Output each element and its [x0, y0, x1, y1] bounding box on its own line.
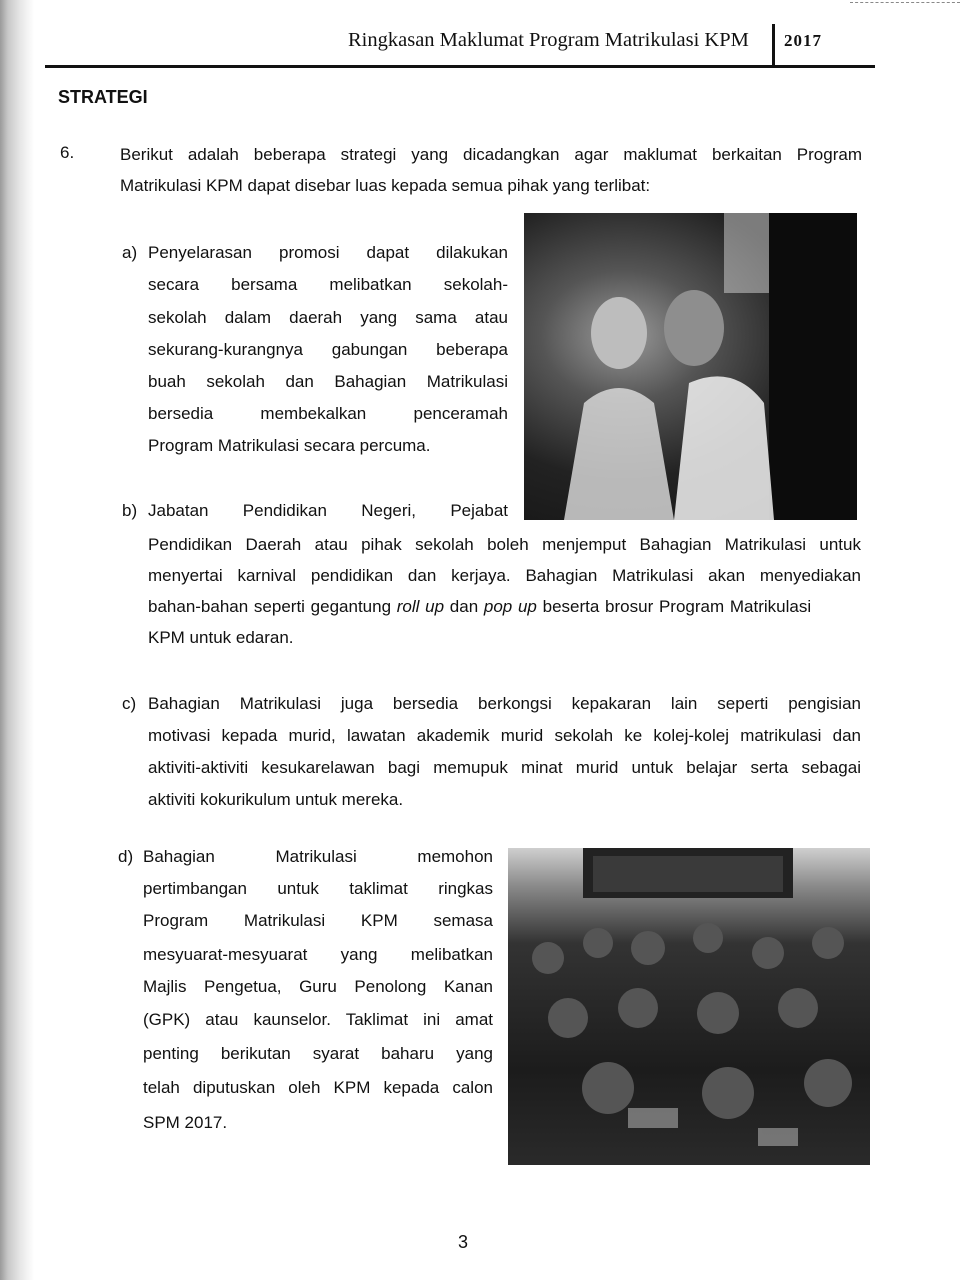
item-label-b: b)	[122, 501, 138, 520]
item-a-line: sekolah dalam daerah yang sama atau	[148, 308, 508, 327]
item-a-line: sekurang-kurangnya gabungan beberapa	[148, 340, 508, 359]
item-b-line: Jabatan Pendidikan Negeri, Pejabat	[148, 501, 508, 520]
page-number: 3	[458, 1232, 469, 1252]
item-d-line: Program Matrikulasi KPM semasa	[143, 911, 493, 930]
scan-artifact	[850, 2, 960, 4]
item-a-line: buah sekolah dan Bahagian Matrikulasi	[148, 372, 508, 391]
item-c-line: aktiviti kokurikulum untuk mereka.	[148, 790, 404, 809]
item-d-line: Bahagian Matrikulasi memohon	[143, 847, 493, 866]
item-d-line: Majlis Pengetua, Guru Penolong Kanan	[143, 977, 493, 996]
item-b-line: Pendidikan Daerah atau pihak sekolah boleh menjemput Bahagian Matrikulasi untuk	[148, 535, 861, 554]
item-c-line: Bahagian Matrikulasi juga bersedia berkongsi kepakaran lain seperti pengisian	[148, 694, 861, 713]
item-c-line: motivasi kepada murid, lawatan akademik murid sekolah ke kolej-kolej matrikulasi dan	[148, 726, 861, 745]
item-a-line: Penyelarasan promosi dapat dilakukan	[148, 243, 508, 262]
item-d-line: penting berikutan syarat baharu yang	[143, 1044, 493, 1063]
item-d-line: SPM 2017.	[143, 1113, 228, 1132]
photo-promotion-talk	[524, 213, 857, 520]
item-d-line: mesyuarat-mesyuarat yang melibatkan	[143, 945, 493, 964]
item-b-line	[148, 597, 811, 617]
text: beserta brosur Program Matrikulasi	[536, 597, 812, 616]
intro-line: Berikut adalah beberapa strategi yang dicadangkan agar maklumat berkaitan Program	[120, 145, 862, 164]
item-b-line: menyertai karnival pendidikan dan kerjaya. Bahagian Matrikulasi akan menyediakan	[148, 566, 861, 585]
item-b-line: KPM untuk edaran.	[148, 628, 294, 647]
item-a-line: bersedia membekalkan penceramah	[148, 404, 508, 423]
item-label-c: c)	[122, 694, 137, 713]
item-a-line: Program Matrikulasi secara percuma.	[148, 436, 431, 455]
item-a-line: secara bersama melibatkan sekolah-	[148, 275, 508, 294]
running-header-title: Ringkasan Maklumat Program Matrikulasi KPM	[348, 29, 749, 51]
item-c-line: aktiviti-aktiviti kesukarelawan bagi memupuk minat murid untuk belajar serta sebagai	[148, 758, 861, 777]
header-divider	[772, 24, 775, 68]
item-d-line: (GPK) atau kaunselor. Taklimat ini amat	[143, 1010, 493, 1029]
text: dan	[444, 597, 484, 616]
section-heading: STRATEGI	[58, 87, 148, 107]
term-roll-up: roll up	[396, 597, 445, 616]
term-pop-up: pop up	[483, 597, 537, 616]
header-rule	[45, 65, 875, 68]
item-label-a: a)	[122, 243, 138, 262]
item-d-line: pertimbangan untuk taklimat ringkas	[143, 879, 493, 898]
item-label-d: d)	[118, 847, 134, 866]
text: bahan-bahan seperti gegantung	[148, 597, 397, 616]
running-header-year: 2017	[784, 31, 822, 50]
scan-edge-shadow	[0, 0, 34, 1280]
item-d-line: telah diputuskan oleh KPM kepada calon	[143, 1078, 493, 1097]
intro-line: Matrikulasi KPM dapat disebar luas kepada semua pihak yang terlibat:	[120, 176, 651, 195]
photo-briefing-audience	[508, 848, 870, 1165]
paragraph-number: 6.	[60, 143, 75, 162]
